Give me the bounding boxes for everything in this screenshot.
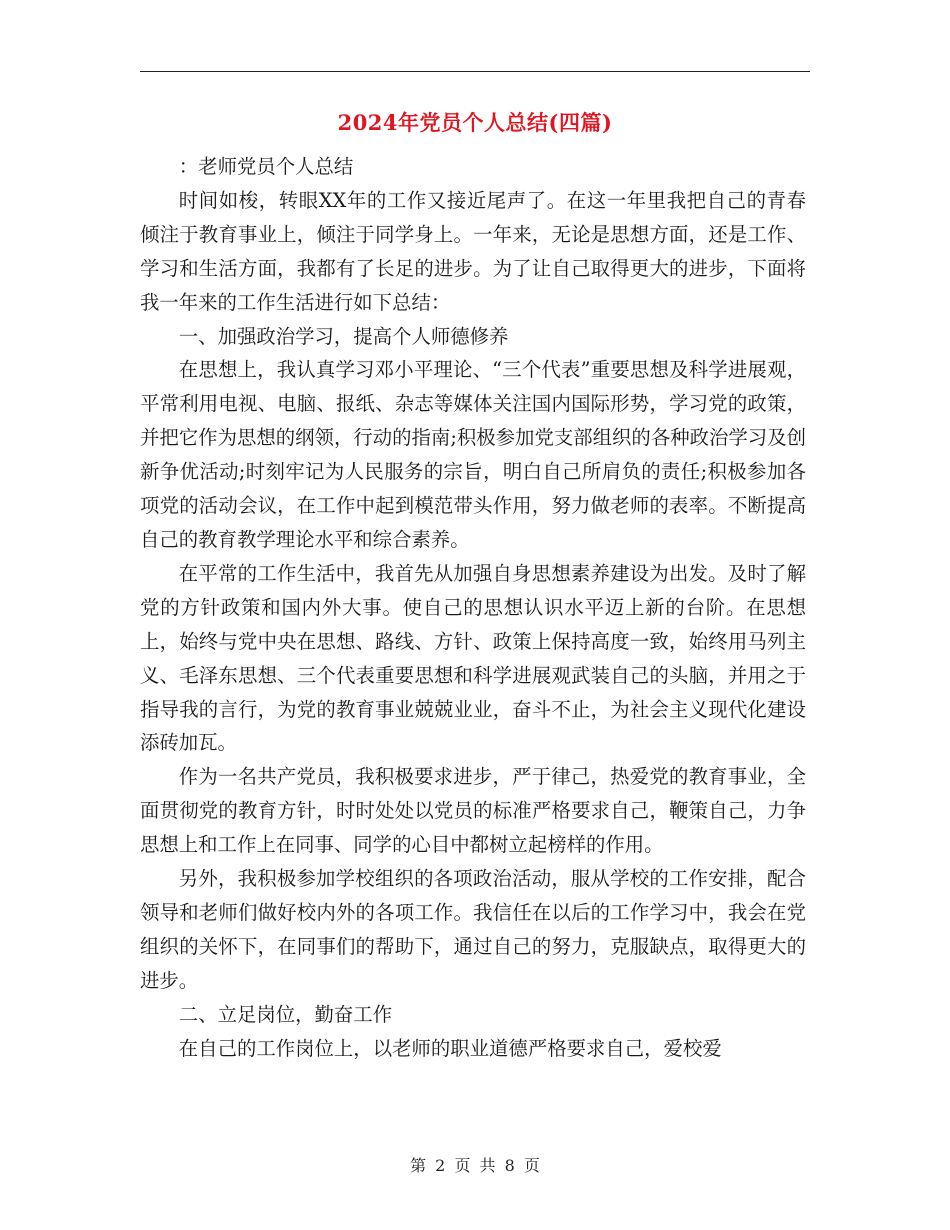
document-title: 2024年党员个人总结(四篇) [337,110,613,135]
paragraph: 在平常的工作生活中，我首先从加强自身思想素养建设为出发。及时了解党的方针政策和国内外大事。使自己的思想认识水平迈上新的台阶。在思想上，始终与党中央在思想、路线、方针、政策上保持高度一致，始终用马列主义、毛泽东思想、三个代表重要思想和科学进展观武装自己的头脑，并用之于指导我的言行，为党的教育事业兢兢业业，奋斗不止，为社会主义现代化建设添砖加瓦。 [140,561,806,755]
section-heading-2: 二、立足岗位，勤奋工作 [178,1002,393,1026]
paragraph: 在自己的工作岗位上，以老师的职业道德严格要求自己，爱校爱 [178,1036,722,1060]
paragraph: 作为一名共产党员，我积极要求进步，严于律己，热爱党的教育事业，全面贯彻党的教育方针，时时处处以党员的标准严格要求自己，鞭策自己，力争思想上和工作上在同事、同学的心目中都树立起榜样的作用。 [140,765,806,857]
document-body [140,150,806,1065]
paragraph: 在思想上，我认真学习邓小平理论、“三个代表”重要思想及科学进展观，平常利用电视、电脑、报纸、杂志等媒体关注国内国际形势，学习党的政策，并把它作为思想的纲领，行动的指南;积极参加党支部组织的各种政治学习及创新争优活动;时刻牢记为人民服务的宗旨，明白自己所肩负的责任;积极参加各项党的活动会议，在工作中起到模范带头作用，努力做老师的表率。不断提高自己的教育教学理论水平和综合素养。 [140,358,806,551]
paragraph: 另外，我积极参加学校组织的各项政治活动，服从学校的工作安排，配合领导和老师们做好校内外的各项工作。我信任在以后的工作学习中，我会在党组织的关怀下，在同事们的帮助下，通过自己的努力，克服缺点，取得更大的进步。 [140,867,806,992]
header-rule [140,71,810,72]
paragraph-intro: 时间如梭，转眼XX年的工作又接近尾声了。在这一年里我把自己的青春倾注于教育事业上，倾注于同学身上。一年来，无论是思想方面，还是工作、学习和生活方面，我都有了长足的进步。为了让自己取得更大的进步，下面将我一年来的工作生活进行如下总结： [140,188,806,314]
paragraph-subtitle: ：老师党员个人总结 [178,155,354,178]
page-number-footer: 第 2 页 共 8 页 [410,1156,540,1175]
section-heading-1: 一、加强政治学习，提高个人师德修养 [178,324,509,348]
